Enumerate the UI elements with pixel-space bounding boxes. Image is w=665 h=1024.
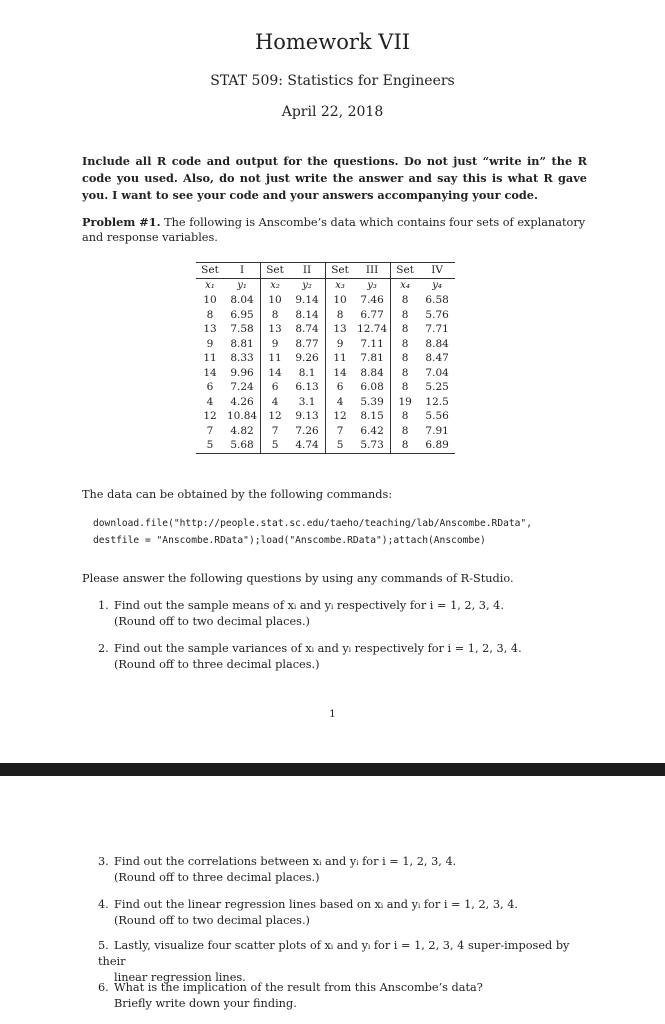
- question-number: 6.: [98, 981, 109, 994]
- question-item: [98, 938, 593, 986]
- table-cell: 8.04: [224, 293, 261, 308]
- table-cell: 8.74: [289, 322, 326, 337]
- table-cell: 8.1: [289, 366, 326, 381]
- set-label: Set: [196, 263, 224, 279]
- table-cell: 7.71: [425, 323, 449, 336]
- table-cell: 9: [336, 337, 344, 350]
- table-cell: 5: [326, 438, 355, 453]
- table-row: [196, 395, 455, 410]
- question-note: Briefly write down your finding.: [114, 997, 297, 1010]
- question-text: What is the implication of the result from this Anscombe’s data?: [114, 981, 483, 994]
- table-cell: 5.56: [425, 410, 449, 423]
- set-name: IV: [419, 263, 455, 279]
- table-cell: 8: [401, 366, 409, 379]
- set-label: Set: [261, 263, 290, 279]
- table-cell: 6: [206, 381, 214, 394]
- table-row: [196, 366, 455, 381]
- set-name: II: [289, 263, 326, 279]
- code-line: download.file("http://people.stat.sc.edu/taeho/teaching/lab/Anscombe.RData",: [93, 518, 532, 529]
- variable-label: y₁: [224, 278, 261, 293]
- table-cell: 12.74: [354, 322, 391, 337]
- table-cell: 9: [271, 337, 279, 350]
- table-cell: 5.73: [354, 438, 391, 453]
- table-cell: 4: [206, 395, 214, 408]
- table-cell: 8: [401, 294, 409, 307]
- table-cell: 12: [333, 410, 347, 423]
- table-cell: 8: [401, 308, 409, 321]
- table-cell: 14: [268, 366, 282, 379]
- question-item: [98, 897, 593, 929]
- question-number: 3.: [98, 855, 109, 868]
- anscombe-table: [196, 262, 455, 454]
- set-name: III: [354, 263, 391, 279]
- table-cell: 9.14: [289, 293, 326, 308]
- table-cell: 8.47: [425, 352, 449, 365]
- document-title: Homework VII: [254, 30, 411, 54]
- table-cell: 8.15: [354, 409, 391, 424]
- table-cell: 11: [333, 352, 347, 365]
- table-cell: 7.26: [289, 424, 326, 439]
- table-cell: 8: [391, 438, 420, 453]
- table-cell: 11: [268, 352, 282, 365]
- table-cell: 13: [203, 323, 217, 336]
- course-name: STAT 509: Statistics for Engineers: [210, 73, 455, 89]
- table-cell: 8: [401, 323, 409, 336]
- table-cell: 9.13: [289, 409, 326, 424]
- variable-label: y₃: [354, 278, 391, 293]
- table-row: [196, 308, 455, 323]
- page-2: [0, 776, 665, 1024]
- table-cell: 6.13: [289, 380, 326, 395]
- question-note: (Round off to three decimal places.): [114, 871, 320, 884]
- set-label: Set: [391, 263, 420, 279]
- table-cell: 5: [261, 438, 290, 453]
- question-item: [98, 980, 593, 1012]
- table-cell: 13: [333, 323, 347, 336]
- question-number: 4.: [98, 898, 109, 911]
- variable-label: y₄: [432, 279, 442, 291]
- problem-label: Problem #1.: [82, 215, 161, 229]
- table-cell: 6.77: [354, 308, 391, 323]
- set-label: Set: [326, 263, 355, 279]
- table-cell: 8: [401, 381, 409, 394]
- question-item: [98, 598, 593, 630]
- table-cell: 5.39: [354, 395, 391, 410]
- table-cell: 10: [268, 294, 282, 307]
- question-number: 2.: [98, 642, 109, 655]
- question-item: [98, 641, 593, 673]
- page-divider: [0, 763, 665, 776]
- table-cell: 3.1: [289, 395, 326, 410]
- table-cell: 5.76: [425, 308, 449, 321]
- table-cell: 14: [333, 366, 347, 379]
- r-code-block: [93, 515, 532, 549]
- table-cell: 7.46: [354, 293, 391, 308]
- table-variable-row: [196, 278, 455, 293]
- table-cell: 5: [196, 438, 224, 453]
- questions-intro: Please answer the following questions by using any commands of R-Studio.: [82, 572, 514, 585]
- table-cell: 7: [271, 424, 279, 437]
- table-cell: 6.89: [419, 438, 455, 453]
- problem-statement: [82, 215, 587, 245]
- table-cell: 11: [203, 352, 217, 365]
- variable-label: x₁: [205, 279, 215, 291]
- table-cell: 4.74: [289, 438, 326, 453]
- table-cell: 6: [271, 381, 279, 394]
- table-row: [196, 380, 455, 395]
- question-text: Find out the correlations between xᵢ and yᵢ for i = 1, 2, 3, 4.: [114, 855, 457, 868]
- table-cell: 8.14: [289, 308, 326, 323]
- table-cell: 7.04: [425, 366, 449, 379]
- table-cell: 5.25: [425, 381, 449, 394]
- table-row: [196, 322, 455, 337]
- table-row: [196, 409, 455, 424]
- question-item: [98, 854, 593, 886]
- table-cell: 8: [401, 424, 409, 437]
- table-cell: 6.58: [425, 294, 449, 307]
- table-row: [196, 293, 455, 308]
- table-cell: 4.26: [224, 395, 261, 410]
- table-cell: 8: [271, 308, 279, 321]
- question-number: 5.: [98, 939, 109, 952]
- variable-label: x₄: [400, 279, 410, 291]
- question-note: (Round off to two decimal places.): [114, 615, 310, 628]
- page-number: 1: [329, 708, 336, 720]
- table-cell: 12.5: [425, 395, 449, 408]
- table-cell: 5.68: [224, 438, 261, 453]
- table-cell: 9.26: [289, 351, 326, 366]
- table-cell: 6.95: [224, 308, 261, 323]
- table-cell: 13: [268, 323, 282, 336]
- table-header-row: [196, 263, 455, 279]
- set-name: I: [224, 263, 261, 279]
- question-text: Find out the sample means of xᵢ and yᵢ respectively for i = 1, 2, 3, 4.: [114, 599, 504, 612]
- document-date: April 22, 2018: [281, 104, 384, 120]
- table-cell: 8: [206, 308, 214, 321]
- table-cell: 9: [206, 337, 214, 350]
- table-cell: 7.11: [354, 337, 391, 352]
- table-cell: 10.84: [224, 409, 261, 424]
- table-cell: 8: [336, 308, 344, 321]
- table-cell: 8.77: [289, 337, 326, 352]
- table-body: [196, 293, 455, 453]
- table-cell: 12: [268, 410, 282, 423]
- instructions-paragraph: Include all R code and output for the questions. Do not just “write in” the R code you used. Also, do not just write the answer and say this is what R gave you. I want to see your code and your answers accompanying your code.: [82, 154, 587, 202]
- question-note: (Round off to two decimal places.): [114, 914, 310, 927]
- table-row: [196, 351, 455, 366]
- table-cell: 7: [206, 424, 214, 437]
- table-cell: 10: [333, 294, 347, 307]
- table-cell: 19: [398, 395, 412, 408]
- table-cell: 7: [336, 424, 344, 437]
- table-cell: 12: [203, 410, 217, 423]
- table-row: [196, 424, 455, 439]
- table-cell: 14: [203, 366, 217, 379]
- question-text: Lastly, visualize four scatter plots of xᵢ and yᵢ for i = 1, 2, 3, 4 super-imposed by their: [98, 939, 570, 968]
- question-text: Find out the sample variances of xᵢ and yᵢ respectively for i = 1, 2, 3, 4.: [114, 642, 522, 655]
- table-cell: 8: [401, 337, 409, 350]
- table-cell: 8.84: [354, 366, 391, 381]
- table-cell: 9.96: [224, 366, 261, 381]
- data-source-text: The data can be obtained by the following commands:: [82, 488, 393, 501]
- variable-label: x₂: [270, 279, 280, 291]
- variable-label: x₃: [335, 279, 345, 291]
- table-cell: 7.58: [224, 322, 261, 337]
- table-cell: 6.08: [354, 380, 391, 395]
- table-cell: 6.42: [354, 424, 391, 439]
- table-cell: 7.81: [354, 351, 391, 366]
- table-row: [196, 438, 455, 453]
- code-line: destfile = "Anscombe.RData");load("Anscombe.RData");attach(Anscombe): [93, 535, 486, 546]
- table-cell: 8: [401, 410, 409, 423]
- table-cell: 8.33: [224, 351, 261, 366]
- question-text: Find out the linear regression lines based on xᵢ and yᵢ for i = 1, 2, 3, 4.: [114, 898, 518, 911]
- table-row: [196, 337, 455, 352]
- table-cell: 10: [203, 294, 217, 307]
- table-cell: 8.84: [425, 337, 449, 350]
- table-cell: 8: [401, 352, 409, 365]
- variable-label: y₂: [289, 278, 326, 293]
- question-note: (Round off to three decimal places.): [114, 658, 320, 671]
- table-cell: 4: [271, 395, 279, 408]
- table-cell: 8.81: [224, 337, 261, 352]
- table-cell: 6: [336, 381, 344, 394]
- problem-text: The following is Anscombe’s data which contains four sets of explanatory and response variables.: [82, 216, 586, 244]
- table-cell: 7.91: [425, 424, 449, 437]
- question-note: linear regression lines.: [114, 971, 246, 984]
- table-cell: 7.24: [224, 380, 261, 395]
- question-number: 1.: [98, 599, 109, 612]
- table-cell: 4.82: [224, 424, 261, 439]
- table-cell: 4: [336, 395, 344, 408]
